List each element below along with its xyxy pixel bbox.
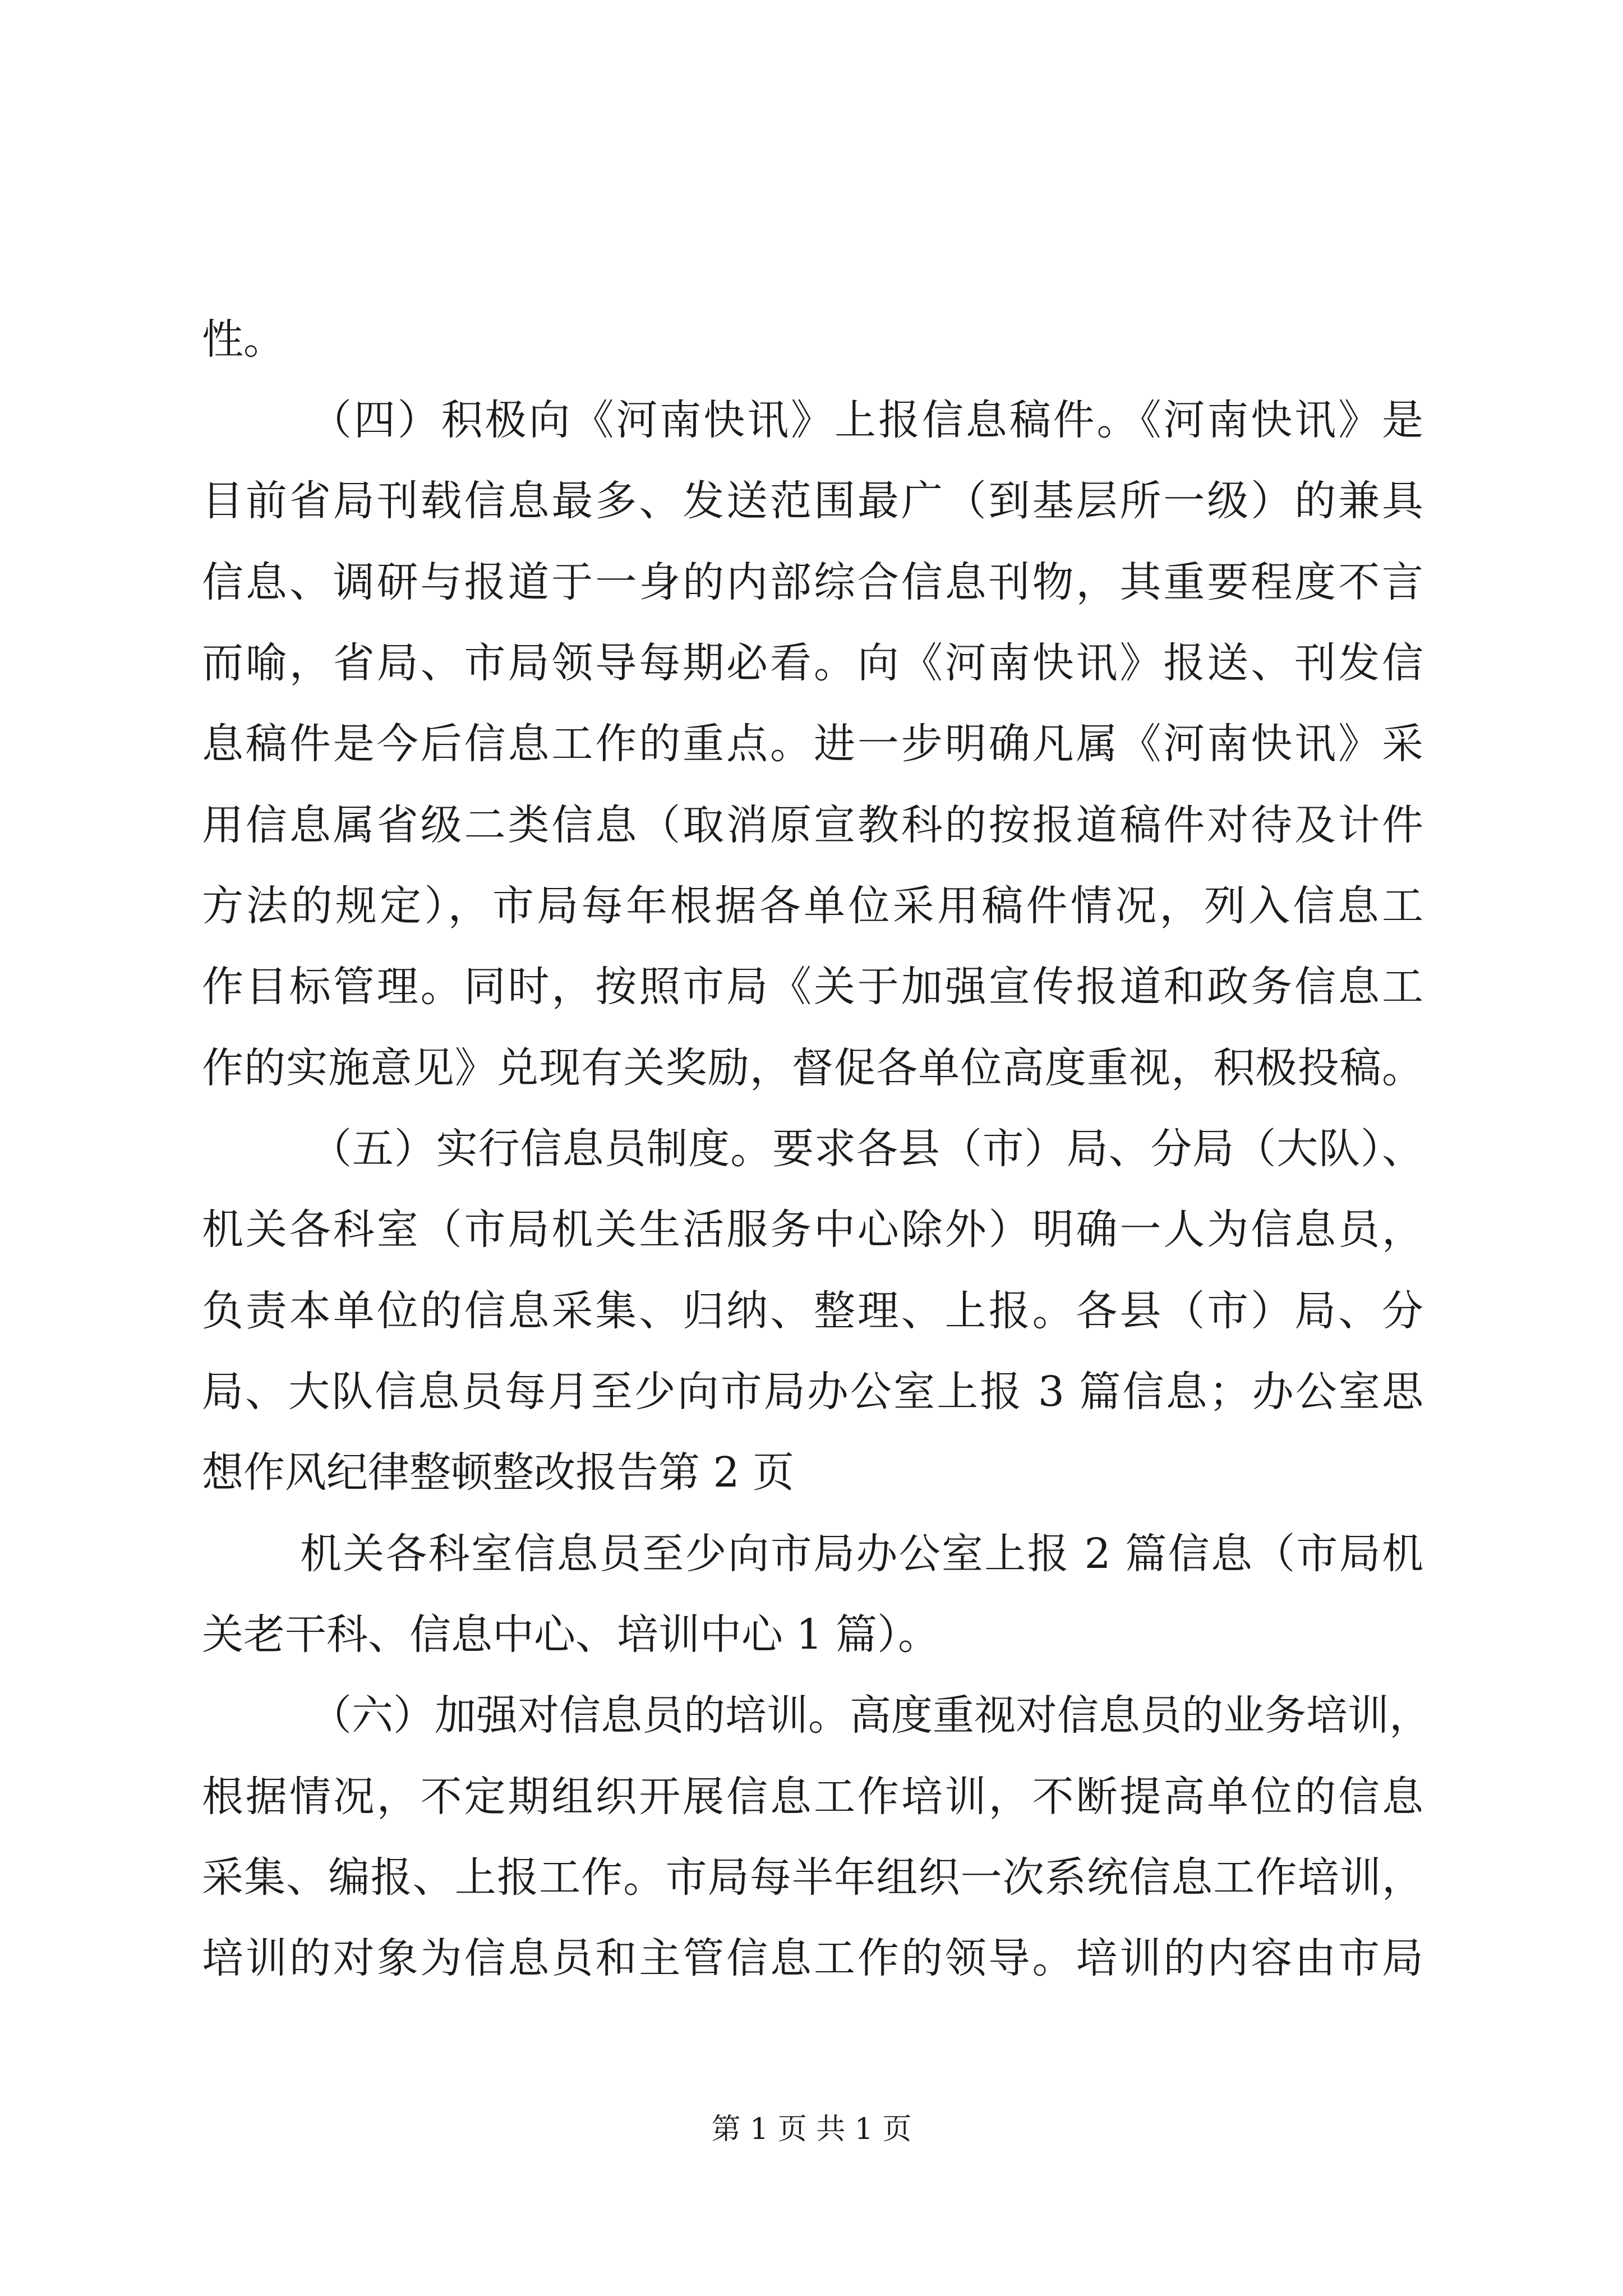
paragraph-line: 关老干科、信息中心、培训中心 1 篇）。 xyxy=(202,1611,940,1659)
paragraph-line: 机关各科室（市局机关生活服务中心除外）明确一人为信息员， xyxy=(202,1205,1423,1254)
paragraph-line: 而喻，省局、市局领导每期必看。向《河南快讯》报送、刊发信 xyxy=(202,639,1423,687)
paragraph-line: （六）加强对信息员的培训。高度重视对信息员的业务培训， xyxy=(310,1691,1431,1740)
paragraph-line: 机关各科室信息员至少向市局办公室上报 2 篇信息（市局机 xyxy=(300,1530,1423,1578)
paragraph-line: 培训的对象为信息员和主管信息工作的领导。培训的内容由市局 xyxy=(202,1934,1423,1982)
paragraph-line: 局、大队信息员每月至少向市局办公室上报 3 篇信息；办公室思 xyxy=(202,1368,1423,1416)
paragraph-line: 作的实施意见》兑现有关奖励，督促各单位高度重视，积极投稿。 xyxy=(202,1044,1423,1092)
paragraph-line: 想作风纪律整顿整改报告第 2 页 xyxy=(202,1448,795,1497)
paragraph-line: 信息、调研与报道于一身的内部综合信息刊物，其重要程度不言 xyxy=(202,558,1423,606)
paragraph-line: 息稿件是今后信息工作的重点。进一步明确凡属《河南快讯》采 xyxy=(202,720,1423,768)
paragraph-line: 方法的规定），市局每年根据各单位采用稿件情况，列入信息工 xyxy=(202,882,1423,930)
paragraph-line: 根据情况，不定期组织开展信息工作培训，不断提高单位的信息 xyxy=(202,1773,1423,1821)
paragraph-line: 负责本单位的信息采集、归纳、整理、上报。各县（市）局、分 xyxy=(202,1287,1423,1335)
paragraph-line: 目前省局刊载信息最多、发送范围最广（到基层所一级）的兼具 xyxy=(202,477,1423,525)
paragraph-line: 采集、编报、上报工作。市局每半年组织一次系统信息工作培训， xyxy=(202,1853,1423,1902)
page-number-footer: 第 1 页 共 1 页 xyxy=(711,2113,912,2146)
paragraph-line: 用信息属省级二类信息（取消原宣教科的按报道稿件对待及计件 xyxy=(202,801,1423,849)
paragraph-line: 作目标管理。同时，按照市局《关于加强宣传报道和政务信息工 xyxy=(202,963,1423,1011)
paragraph-line: （四）积极向《河南快讯》上报信息稿件。《河南快讯》是 xyxy=(310,396,1423,444)
paragraph-line: （五）实行信息员制度。要求各县（市）局、分局（大队）、 xyxy=(310,1125,1423,1173)
paragraph-line: 性。 xyxy=(202,315,285,364)
